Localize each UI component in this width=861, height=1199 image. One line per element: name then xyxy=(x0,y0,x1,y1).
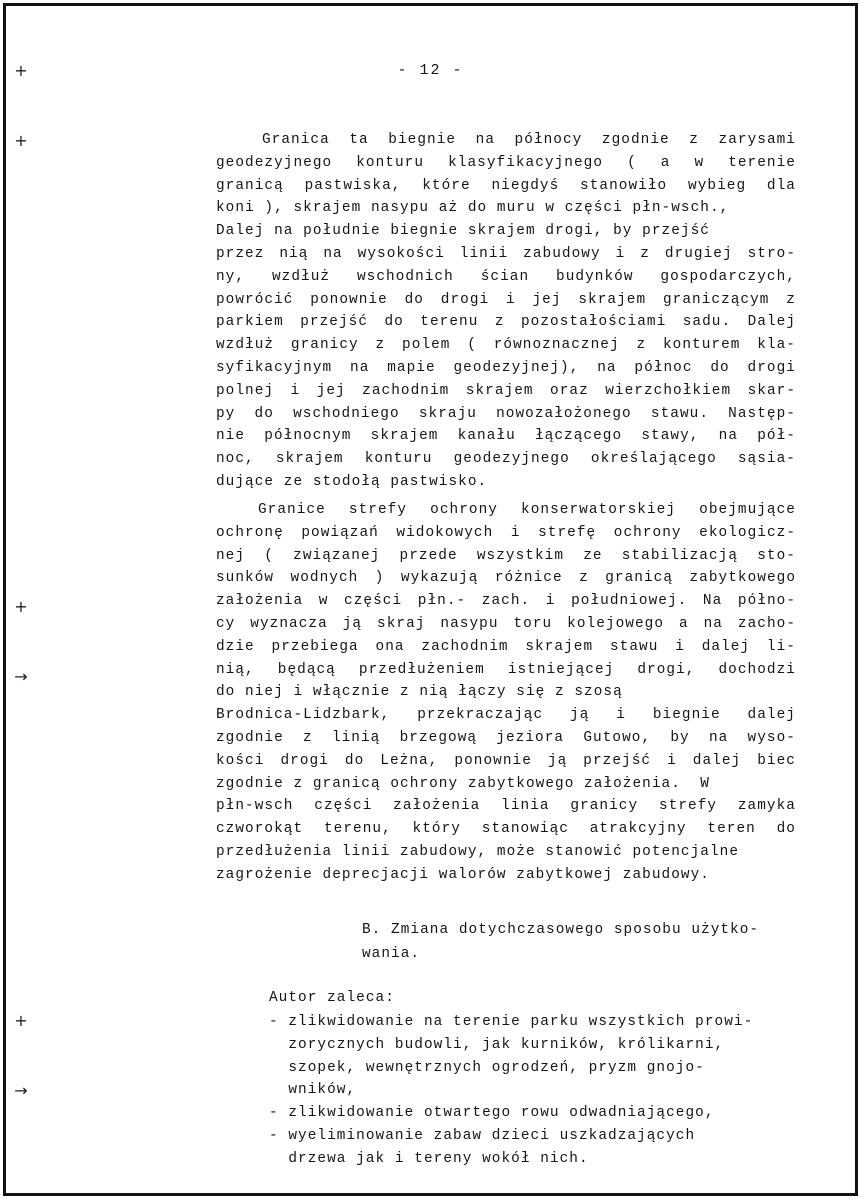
text-line: granicą pastwiska, które niegdyś stanowiło wybieg dla xyxy=(216,177,796,194)
text-line: drzewa jak i tereny wokół nich. xyxy=(269,1150,589,1167)
text-line: koni ), skrajem nasypu aż do muru w części płn-wsch., xyxy=(216,200,730,217)
text-line: powrócić ponownie do drogi i jej skrajem graniczącym z xyxy=(216,291,796,308)
text-line: płn-wsch części założenia linia granicy strefy zamyka xyxy=(216,798,796,815)
text-line: szopek, wewnętrznych ogrodzeń, pryzm gnojo- xyxy=(269,1059,705,1076)
text-line: syfikacyjnym na mapie geodezyjnej), na północ do drogi xyxy=(216,360,796,376)
margin-mark-icon: → xyxy=(14,1081,28,1100)
text-line: wników, xyxy=(269,1082,357,1099)
text-line: przedłużenia linii zabudowy, może stanowić potencjalne xyxy=(216,844,740,860)
text-line: wania. xyxy=(362,946,421,962)
text-line: polnej i jej zachodnim skrajem oraz wierzchołkiem skar- xyxy=(216,382,796,399)
text-line: Granica ta biegnie na północy zgodnie z zarysami xyxy=(262,132,796,148)
text-line: wzdłuż granicy z polem ( równoznacznej z konturem kla- xyxy=(216,337,796,354)
text-line: noc, skrajem konturu geodezyjnego określającego sąsia- xyxy=(216,451,796,468)
text-line: ny, wzdłuż wschodnich ścian budynków gospodarczych, xyxy=(216,268,796,285)
page-number: - 12 - xyxy=(397,62,464,79)
margin-mark-icon: + xyxy=(14,597,28,616)
text-line: zagrożenie deprecjacji walorów zabytkowej zabudowy. xyxy=(216,866,710,883)
text-line: nią, będącą przedłużeniem istniejącej drogi, dochodzi xyxy=(216,661,796,678)
text-line: dujące ze stodołą pastwisko. xyxy=(216,474,488,490)
text-line: geodezyjnego konturu klasyfikacyjnego ( a w terenie xyxy=(216,154,796,171)
text-line: zgodnie z linią brzegową jeziora Gutowo, by na wyso- xyxy=(216,730,796,746)
margin-mark-icon: + xyxy=(14,61,28,80)
text-line: - zlikwidowanie na terenie parku wszystkich prowi- xyxy=(269,1014,754,1030)
text-line: zgodnie z granicą ochrony zabytkowego założenia. W xyxy=(216,775,710,792)
text-line: - zlikwidowanie otwartego rowu odwadniającego, xyxy=(269,1105,715,1122)
text-line: przez nią na wysokości linii zabudowy i z drugiej stro- xyxy=(216,246,796,262)
text-line: Brodnica-Lidzbark, przekraczając ją i biegnie dalej xyxy=(216,707,796,724)
text-line: py do wschodniego skraju nowozałożonego stawu. Następ- xyxy=(216,405,796,422)
recommendations-intro: Autor zaleca: xyxy=(269,990,395,1006)
text-line: - wyeliminowanie zabaw dzieci uszkadzających xyxy=(269,1128,696,1144)
text-line: B. Zmiana dotychczasowego sposobu użytko- xyxy=(362,922,760,938)
text-line: założenia w części płn.- zach. i południowej. Na półno- xyxy=(216,593,796,610)
text-line: zorycznych budowli, jak kurników, królikarni, xyxy=(269,1036,725,1053)
text-line: ochronę powiązań widokowych i strefę ochrony ekologicz- xyxy=(216,524,796,541)
text-line: nie północnym skrajem kanału łączącego stawy, na pół- xyxy=(216,428,796,445)
text-line: Dalej na południe biegnie skrajem drogi, by przejść xyxy=(216,223,710,240)
margin-mark-icon: + xyxy=(14,131,28,150)
text-line: kości drogi do Leżna, ponownie ją przejść i dalej biec xyxy=(216,752,796,769)
text-line: Granice strefy ochrony konserwatorskiej obejmujące xyxy=(258,502,796,518)
text-line: parkiem przejść do terenu z pozostałościami sadu. Dalej xyxy=(216,314,796,331)
margin-mark-icon: → xyxy=(14,667,28,686)
text-line: do niej i włącznie z nią łączy się z szosą xyxy=(216,684,623,701)
text-line: sunków wodnych ) wykazują różnice z granicą zabytkowego xyxy=(216,570,796,587)
text-line: dzie przebiega ona zachodnim skrajem stawu i dalej li- xyxy=(216,638,796,655)
text-line: cy wyznacza ją skraj nasypu toru kolejowego a na zacho- xyxy=(216,616,796,632)
margin-mark-icon: + xyxy=(14,1011,28,1030)
text-line: nej ( związanej przede wszystkim ze stabilizacją sto- xyxy=(216,547,796,564)
text-line: czworokąt terenu, który stanowiąc atrakcyjny teren do xyxy=(216,821,796,838)
